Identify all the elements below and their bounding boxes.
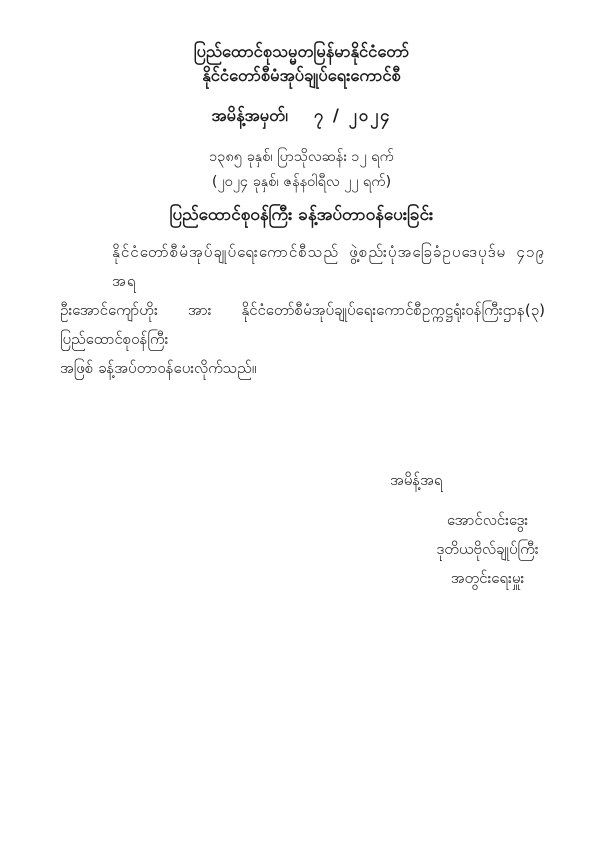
subject-heading: ပြည်ထောင်စုဝန်ကြီး ခန့်အပ်တာဝန်ပေးခြင်း [169, 205, 434, 225]
document-header [0, 0, 603, 229]
body-paragraph-line-1: နိုင်ငံတော်စီမံအုပ်ချုပ်ရေးကောင်စီသည် ဖွဲ့စည်းပုံအခြေခံဥပဒေပုဒ်မ ၄၁၉ အရ [112, 243, 545, 290]
order-number: ၇ / ၂၀၂၄ [313, 106, 392, 125]
body-paragraph [0, 238, 603, 383]
myanmar-calendar-date: ၁၃၈၅ ခုနှစ်၊ ပြာသိုလဆန်း ၁၂ ရက် [209, 149, 394, 165]
order-number-line [0, 103, 603, 129]
signatory-name: အောင်လင်းဒွေး [446, 511, 529, 529]
signatory-title: အတွင်းရေးမှူး [450, 569, 525, 587]
by-order-label: အမိန့်အရ [390, 471, 443, 489]
council-title: နိုင်ငံတော်စီမံအုပ်ချုပ်ရေးကောင်စီ [202, 66, 401, 85]
order-label: အမိန့်အမှတ်၊ [211, 106, 288, 125]
gregorian-date: (၂၀၂၄ ခုနှစ်၊ ဇန်နဝါရီလ ၂၂ ရက်) [211, 174, 392, 190]
body-paragraph-line-2: ဦးအောင်ကျော်ဟိုး အား နိုင်ငံတော်စီမံအုပ်ချုပ်ရေးကောင်စီဥက္ကဋ္ဌရုံးဝန်ကြီးဌာန(၃) ပြည်ထောင်စုဝန်ကြီး [60, 301, 545, 348]
signatory-column [390, 506, 585, 593]
signature-block [0, 467, 603, 593]
state-title: ပြည်ထောင်စုသမ္မတမြန်မာနိုင်ငံတော် [193, 42, 410, 61]
signatory-rank: ဒုတိယဗိုလ်ချုပ်ကြီး [436, 540, 539, 558]
body-paragraph-line-3: အဖြစ် ခန့်အပ်တာဝန်ပေးလိုက်သည်။ [60, 359, 257, 377]
